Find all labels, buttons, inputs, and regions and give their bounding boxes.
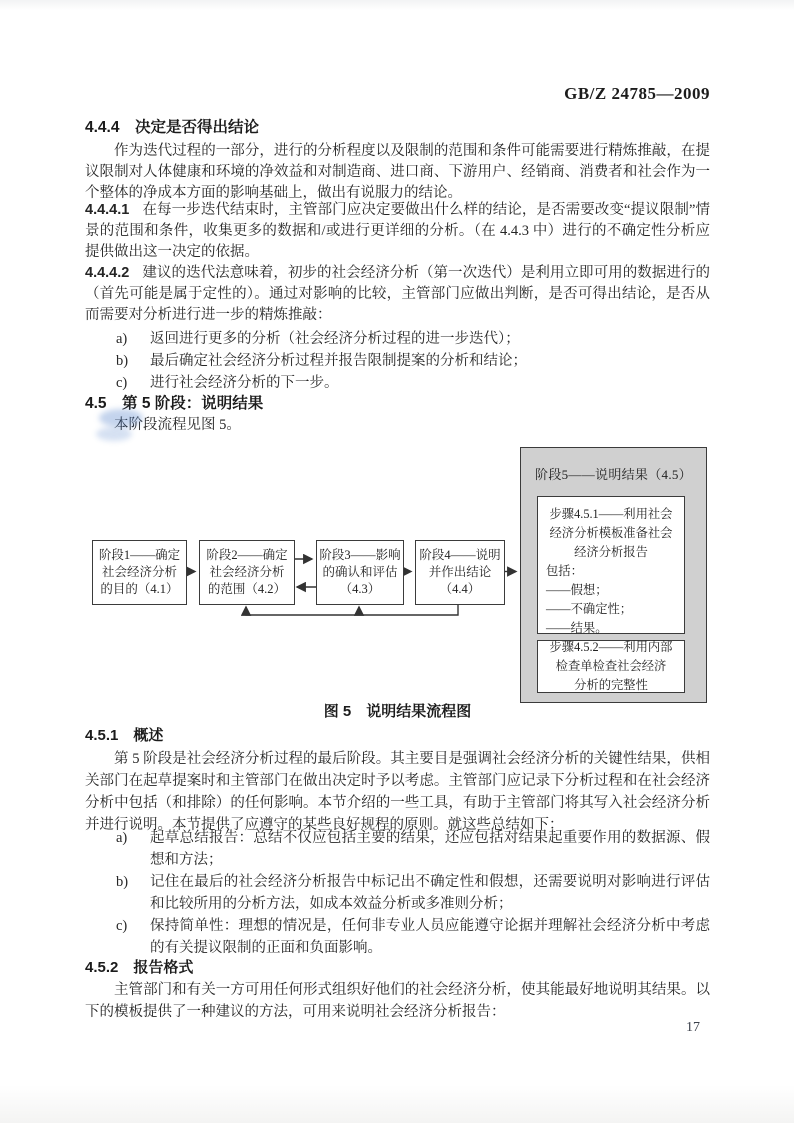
figure-5-flowchart — [85, 440, 715, 706]
list-item-text: 进行社会经济分析的下一步。 — [150, 375, 339, 391]
flow-box-step-4-5-1 — [537, 496, 685, 634]
scan-artifact-blue-smudge — [99, 409, 143, 427]
flow-box-line: 阶段1——确定 — [98, 548, 181, 562]
list-item-text: 返回进行更多的分析（社会经济分析过程的进一步迭代）； — [150, 331, 520, 347]
paragraph-4-5-1: 第 5 阶段是社会经济分析过程的最后阶段。其主要目是强调社会经济分析的关键性结果，供相关部门在起草提案时和主管部门在做出决定时予以考虑。主管部门应记录下分析过程和在社会经济分析中包括（和排除）的任何影响。本节介绍的一些工具，有助于主管部门将其写入社会经济分析并进行说明。本节提供了应遵守的某些良好规程的原则。就这些总结如下： — [85, 751, 710, 833]
heading-4-5-2: 4.5.2 报告格式 — [85, 959, 194, 976]
flow-box-line: 阶段4——说明 — [419, 548, 501, 562]
heading-4-4-4: 4.4.4 决定是否得出结论 — [85, 119, 259, 136]
clause-text: 建议的迭代法意味着，初步的社会经济分析（第一次迭代）是利用立即可用的数据进行的（首先可能是属于定性的）。通过对影响的比较，主管部门应做出判断，是否可得出结论，是否从而需要对分析进行进一步的精炼推敲： — [85, 265, 710, 323]
list-item — [85, 827, 710, 871]
stage5-title: 阶段5——说明结果（4.5） — [535, 467, 692, 482]
list-item-text: 保持简单性：理想的情况是，任何非专业人员应能遵守论据并理解社会经济分析中考虑的有关提议限制的正面和负面影响。 — [150, 918, 710, 956]
figure-intro-text: 本阶段流程见图 5。 — [114, 417, 241, 433]
flow-box-line: 检查单检查社会经济 — [555, 659, 667, 673]
flow-box-line: 的目的（4.1） — [100, 582, 179, 596]
list-item-text: 记住在最后的社会经济分析报告中标记出不确定性和假想，还需要说明对影响进行评估和比较所用的分析方法，如成本效益分析或多准则分析； — [150, 874, 710, 912]
flow-box-line: ——不确定性； — [546, 602, 633, 616]
flow-box-line: ——假想； — [546, 583, 608, 597]
flow-box-stage3 — [316, 540, 404, 605]
paragraph-4-4-4: 作为迭代过程的一部分，进行的分析程度以及限制的范围和条件可能需要进行精炼推敲，在提议限制对人体健康和环境的净效益和对制造商、进口商、下游用户、经销商、消费者和社会作为一个整体的净成本方面的影响基础上，做出有说服力的结论。 — [85, 143, 710, 201]
list-item — [85, 328, 710, 350]
clause-text: 在每一步迭代结束时，主管部门应决定要做出什么样的结论，是否需要改变“提议限制”情景的范围和条件，收集更多的数据和/或进行更详细的分析。（在 4.4.3 中）进行的不确定性分析应提供做出这一决定的依据。 — [85, 202, 710, 260]
list-marker: a) — [116, 331, 128, 347]
flow-box-line: 社会经济分析 — [101, 565, 177, 579]
flow-box-line: 阶段3——影响 — [319, 548, 401, 562]
list-marker: b) — [116, 874, 129, 890]
flow-box-line: 并作出结论 — [428, 565, 492, 579]
list-item-text: 起草总结报告：总结不仅应包括主要的结果，还应包括对结果起重要作用的数据源、假想和方法； — [150, 830, 710, 868]
flow-box-line: 经济分析模板准备社会 — [549, 526, 673, 540]
list-item-text: 最后确定社会经济分析过程并报告限制提案的分析和结论； — [150, 353, 527, 369]
flow-box-line: （4.3） — [339, 582, 381, 596]
flow-box-line: 步骤4.5.1——利用社会 — [549, 507, 673, 521]
list-marker: b) — [116, 353, 129, 369]
paragraph-4-5-2: 主管部门和有关一方可用任何形式组织好他们的社会经济分析，使其能最好地说明其结果。以下的模板提供了一种建议的方法，可用来说明社会经济分析报告： — [85, 982, 710, 1020]
flow-box-stage4 — [415, 540, 505, 605]
list-item — [85, 871, 710, 915]
paragraph-4-4-4-2 — [85, 263, 710, 326]
list-4-5-1 — [85, 827, 710, 959]
list-marker: c) — [116, 375, 128, 391]
flow-box-line: 包括： — [546, 564, 583, 578]
list-4-4-4-2 — [85, 328, 710, 394]
flow-box-line: 经济分析报告 — [574, 545, 648, 559]
standard-number-header: GB/Z 24785—2009 — [564, 84, 710, 103]
flow-box-line: 的范围（4.2） — [207, 582, 287, 596]
page-number: 17 — [686, 1020, 700, 1035]
flow-box-line: 的确认和评估 — [322, 565, 398, 579]
flow-box-line: 分析的完整性 — [574, 678, 648, 692]
flow-box-line: 阶段2——确定 — [206, 548, 288, 562]
flow-box-line: 步骤4.5.2——利用内部 — [549, 640, 673, 654]
figure-caption: 图 5 说明结果流程图 — [323, 703, 472, 720]
flow-box-stage1 — [92, 540, 187, 605]
list-item — [85, 915, 710, 959]
paragraph-4-4-4-1 — [85, 200, 710, 263]
clause-number: 4.4.4.2 — [85, 265, 130, 281]
heading-4-5-1: 4.5.1 概述 — [85, 727, 164, 744]
flow-box-stage2 — [199, 540, 295, 605]
heading-4-5: 4.5 第 5 阶段：说明结果 — [85, 395, 264, 412]
flow-box-line: 社会经济分析 — [209, 565, 285, 579]
flow-box-step-4-5-2 — [537, 640, 685, 693]
flow-panel-stage5 — [520, 447, 707, 703]
scan-artifact-blue-smudge — [96, 427, 132, 441]
list-item — [85, 372, 710, 394]
list-item — [85, 350, 710, 372]
clause-number: 4.4.4.1 — [85, 202, 130, 218]
flow-box-line: ——结果。 — [546, 621, 608, 635]
list-marker: c) — [116, 918, 128, 934]
list-marker: a) — [116, 830, 128, 846]
flow-box-line: （4.4） — [439, 582, 481, 596]
